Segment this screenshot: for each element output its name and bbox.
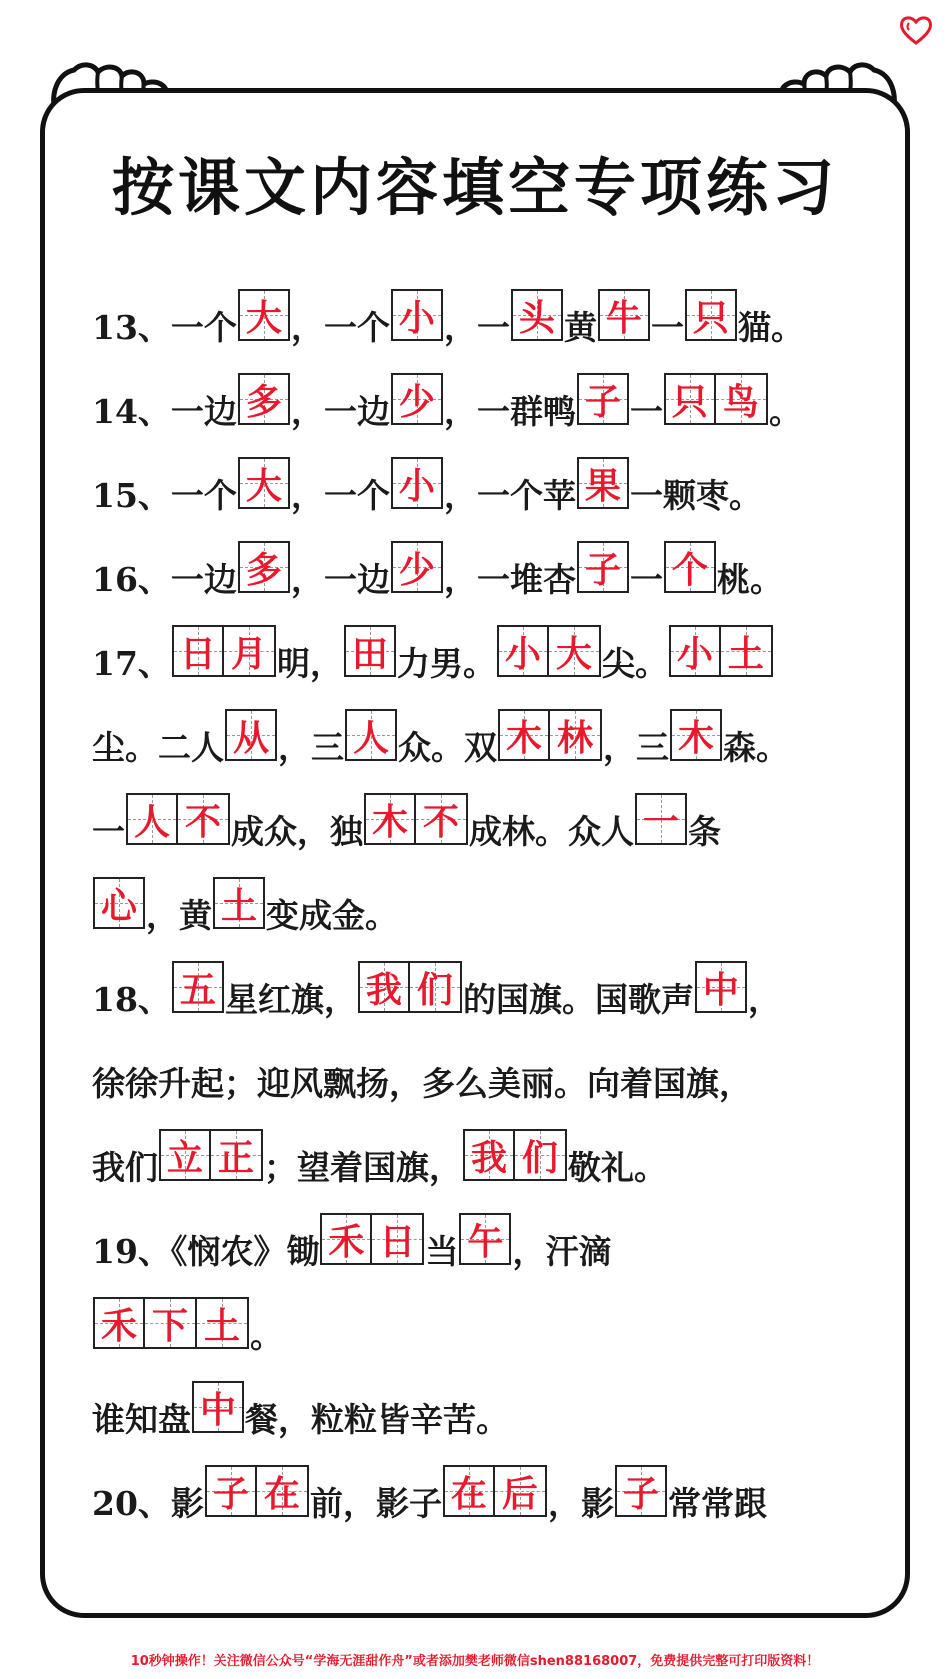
answer-box-group — [213, 877, 265, 929]
line-text: 常常跟 — [667, 1483, 767, 1523]
answer-box-group — [459, 1213, 511, 1265]
answer-char: 们 — [416, 969, 453, 1011]
line-text: ；望着国旗， — [264, 1147, 462, 1187]
line-text: ，一边 — [290, 559, 390, 599]
line-text: ，一群鸭 — [443, 391, 576, 431]
exercise-line — [92, 800, 852, 858]
line-text: 13、一个 — [92, 307, 237, 347]
answer-box[interactable] — [497, 625, 549, 677]
line-text: 我们 — [92, 1147, 158, 1187]
answer-char: 人 — [352, 717, 389, 759]
exercise-line — [92, 1388, 852, 1446]
line-text: 一颗枣。 — [629, 475, 762, 515]
answer-char: 土 — [727, 633, 764, 675]
answer-box[interactable] — [238, 541, 290, 593]
line-text: 一 — [650, 307, 684, 347]
answer-box[interactable] — [372, 1213, 424, 1265]
answer-box-group — [695, 961, 747, 1013]
answer-char: 月 — [230, 633, 267, 675]
answer-char: 大 — [245, 297, 282, 339]
answer-char: 中 — [702, 969, 739, 1011]
line-text: 尖。 — [601, 643, 668, 683]
answer-box[interactable] — [391, 457, 443, 509]
exercise-line — [92, 464, 852, 522]
exercise-line — [92, 296, 852, 354]
answer-box-group — [664, 373, 768, 425]
answer-box-group — [344, 625, 396, 677]
answer-box[interactable] — [93, 1297, 145, 1349]
answer-box[interactable] — [695, 961, 747, 1013]
answer-box[interactable] — [416, 793, 468, 845]
answer-char: 在 — [263, 1473, 300, 1515]
answer-char: 立 — [166, 1137, 203, 1179]
answer-char: 五 — [179, 969, 216, 1011]
line-text: 。 — [768, 391, 802, 431]
answer-char: 木 — [371, 801, 408, 843]
answer-char: 不 — [184, 801, 221, 843]
answer-box-group — [670, 709, 722, 761]
line-text: 成林。众人 — [469, 811, 634, 851]
heart-icon — [898, 14, 934, 46]
answer-char: 土 — [220, 885, 257, 927]
answer-char: 从 — [232, 717, 269, 759]
answer-char: 心 — [100, 885, 137, 927]
answer-box[interactable] — [716, 373, 768, 425]
exercise-line — [92, 1220, 852, 1278]
exercise-content — [92, 296, 852, 1556]
exercise-line — [92, 1052, 852, 1110]
answer-box[interactable] — [364, 793, 416, 845]
line-text: 众。双 — [398, 727, 497, 767]
line-text: ，汗滴 — [512, 1231, 612, 1271]
answer-char: 子 — [584, 549, 621, 591]
answer-box-group — [391, 373, 443, 425]
answer-box[interactable] — [211, 1129, 263, 1181]
answer-char: 小 — [504, 633, 541, 675]
footer-note: 10秒钟操作！关注微信公众号“学海无涯甜作舟”或者添加樊老师微信shen88168007，免费提供完整可打印版资料！ — [130, 1654, 820, 1669]
answer-box-group — [345, 709, 397, 761]
answer-box[interactable] — [550, 709, 602, 761]
line-text: ，一个 — [290, 475, 390, 515]
answer-box-group — [498, 709, 602, 761]
answer-char: 我 — [470, 1137, 507, 1179]
line-text: ，一个 — [290, 307, 390, 347]
line-text: 17、 — [92, 643, 171, 683]
answer-box-group — [205, 1465, 309, 1517]
answer-box-group — [391, 289, 443, 341]
answer-box-group — [443, 1465, 547, 1517]
answer-box[interactable] — [459, 1213, 511, 1265]
answer-char: 日 — [179, 633, 216, 675]
line-text: 成众，独 — [231, 811, 363, 851]
answer-box-group — [238, 289, 290, 341]
line-text: 19、《悯农》锄 — [92, 1231, 320, 1271]
line-text: 15、一个 — [92, 475, 237, 515]
answer-box-group — [635, 793, 687, 845]
answer-box[interactable] — [225, 709, 277, 761]
answer-box[interactable] — [172, 625, 224, 677]
exercise-line — [92, 1136, 852, 1194]
line-text: 一 — [92, 811, 125, 851]
answer-box-group — [615, 1465, 667, 1517]
answer-box-group — [577, 541, 629, 593]
answer-char: 下 — [151, 1305, 188, 1347]
line-text: 14、一边 — [92, 391, 237, 431]
answer-box[interactable] — [126, 793, 178, 845]
line-text: 前，影子 — [309, 1483, 442, 1523]
answer-box[interactable] — [463, 1129, 515, 1181]
answer-box[interactable] — [635, 793, 687, 845]
answer-char: 子 — [622, 1473, 659, 1515]
answer-box[interactable] — [391, 541, 443, 593]
line-text: ，黄 — [146, 895, 212, 935]
answer-box-group — [577, 373, 629, 425]
page-title: 按课文内容填空专项练习 — [111, 151, 838, 224]
answer-box-group — [320, 1213, 424, 1265]
answer-box-group — [391, 541, 443, 593]
answer-box[interactable] — [391, 289, 443, 341]
answer-box[interactable] — [549, 625, 601, 677]
answer-box-group — [511, 289, 563, 341]
line-text: 一 — [629, 391, 663, 431]
line-text: 20、影 — [92, 1483, 204, 1523]
answer-box-group — [358, 961, 462, 1013]
line-text: ，一堆杏 — [443, 559, 576, 599]
answer-char: 正 — [217, 1137, 254, 1179]
answer-box[interactable] — [685, 289, 737, 341]
line-text: 条 — [688, 811, 721, 851]
answer-char: 大 — [555, 633, 592, 675]
line-text: 一 — [629, 559, 663, 599]
answer-box[interactable] — [511, 289, 563, 341]
answer-char: 果 — [584, 465, 621, 507]
answer-char: 个 — [671, 549, 708, 591]
line-text: 当 — [425, 1231, 459, 1271]
answer-char: 禾 — [100, 1305, 137, 1347]
answer-box[interactable] — [577, 373, 629, 425]
line-text: 16、一边 — [92, 559, 237, 599]
exercise-line — [92, 632, 852, 690]
answer-char: 只 — [692, 297, 729, 339]
line-text: 餐，粒粒皆辛苦。 — [245, 1399, 509, 1439]
exercise-line — [92, 1304, 852, 1362]
line-text: 18、 — [92, 979, 171, 1019]
answer-box-group — [192, 1381, 244, 1433]
answer-box[interactable] — [721, 625, 773, 677]
answer-char: 多 — [245, 549, 282, 591]
answer-box[interactable] — [598, 289, 650, 341]
answer-box-group — [93, 877, 145, 929]
answer-box[interactable] — [344, 625, 396, 677]
answer-box[interactable] — [515, 1129, 567, 1181]
answer-box-group — [598, 289, 650, 341]
line-text: 尘。二人 — [92, 727, 224, 767]
answer-box[interactable] — [577, 541, 629, 593]
line-text: 力男。 — [396, 643, 496, 683]
answer-char: 少 — [398, 381, 435, 423]
answer-box[interactable] — [320, 1213, 372, 1265]
line-text: 敬礼。 — [568, 1147, 667, 1187]
answer-char: 只 — [671, 381, 708, 423]
line-text: 徐徐升起；迎风飘扬，多么美丽。向着国旗， — [92, 1063, 752, 1103]
answer-char: 中 — [199, 1389, 236, 1431]
answer-char: 日 — [379, 1221, 416, 1263]
line-text: ，影 — [547, 1483, 614, 1523]
exercise-line — [92, 1472, 852, 1530]
answer-char: 子 — [584, 381, 621, 423]
line-text: 的国旗。国歌声 — [462, 979, 694, 1019]
line-text: 黄 — [563, 307, 597, 347]
answer-box[interactable] — [224, 625, 276, 677]
answer-box-group — [685, 289, 737, 341]
answer-box[interactable] — [669, 625, 721, 677]
answer-char: 大 — [245, 465, 282, 507]
line-text: 森。 — [723, 727, 789, 767]
answer-char: 在 — [450, 1473, 487, 1515]
answer-char: 小 — [398, 465, 435, 507]
answer-box-group — [159, 1129, 263, 1181]
answer-char: 木 — [505, 717, 542, 759]
answer-box-group — [463, 1129, 567, 1181]
answer-box-group — [93, 1297, 249, 1349]
answer-char: 小 — [398, 297, 435, 339]
answer-box[interactable] — [498, 709, 550, 761]
answer-char: 多 — [245, 381, 282, 423]
line-text: ，三 — [278, 727, 344, 767]
exercise-line — [92, 380, 852, 438]
exercise-line — [92, 716, 852, 774]
answer-box-group — [238, 373, 290, 425]
answer-box-group — [238, 541, 290, 593]
answer-box[interactable] — [495, 1465, 547, 1517]
exercise-line — [92, 548, 852, 606]
answer-box[interactable] — [664, 541, 716, 593]
answer-char: 头 — [518, 297, 555, 339]
answer-box[interactable] — [577, 457, 629, 509]
answer-char: 牛 — [605, 297, 642, 339]
answer-box-group — [497, 625, 601, 677]
answer-box[interactable] — [205, 1465, 257, 1517]
answer-char: 后 — [501, 1473, 538, 1515]
answer-char: 不 — [422, 801, 459, 843]
answer-char: 我 — [365, 969, 402, 1011]
answer-box[interactable] — [345, 709, 397, 761]
answer-box[interactable] — [197, 1297, 249, 1349]
answer-char: 午 — [467, 1221, 504, 1263]
answer-box-group — [225, 709, 277, 761]
answer-box[interactable] — [172, 961, 224, 1013]
line-text: ， — [747, 979, 781, 1019]
answer-char: 木 — [677, 717, 714, 759]
answer-box-group — [669, 625, 773, 677]
answer-char: 禾 — [328, 1221, 365, 1263]
answer-box-group — [391, 457, 443, 509]
answer-box[interactable] — [410, 961, 462, 1013]
answer-char: 们 — [521, 1137, 558, 1179]
answer-box[interactable] — [192, 1381, 244, 1433]
answer-box[interactable] — [213, 877, 265, 929]
answer-box-group — [126, 793, 230, 845]
answer-char: 小 — [676, 633, 713, 675]
answer-box[interactable] — [443, 1465, 495, 1517]
answer-box[interactable] — [257, 1465, 309, 1517]
answer-box[interactable] — [238, 373, 290, 425]
answer-char: 子 — [212, 1473, 249, 1515]
answer-char: 一 — [642, 801, 679, 843]
answer-box[interactable] — [238, 289, 290, 341]
answer-box[interactable] — [670, 709, 722, 761]
line-text: 谁知盘 — [92, 1399, 191, 1439]
answer-box-group — [172, 961, 224, 1013]
answer-box[interactable] — [238, 457, 290, 509]
answer-char: 少 — [398, 549, 435, 591]
answer-char: 鸟 — [722, 381, 759, 423]
answer-char: 林 — [556, 717, 593, 759]
answer-box[interactable] — [159, 1129, 211, 1181]
line-text: 变成金。 — [266, 895, 398, 935]
answer-box-group — [238, 457, 290, 509]
line-text: ，一边 — [290, 391, 390, 431]
line-text: 。 — [250, 1315, 283, 1355]
answer-box[interactable] — [93, 877, 145, 929]
answer-box[interactable] — [358, 961, 410, 1013]
line-text: 桃。 — [716, 559, 783, 599]
answer-char: 土 — [203, 1305, 240, 1347]
line-text: ，一个苹 — [443, 475, 576, 515]
line-text: ，三 — [603, 727, 669, 767]
line-text: 猫。 — [737, 307, 804, 347]
exercise-line — [92, 884, 852, 942]
answer-char: 田 — [351, 633, 388, 675]
line-text: 星红旗， — [224, 979, 357, 1019]
answer-box-group — [577, 457, 629, 509]
answer-box[interactable] — [145, 1297, 197, 1349]
answer-box[interactable] — [391, 373, 443, 425]
exercise-line — [92, 968, 852, 1026]
answer-char: 人 — [133, 801, 170, 843]
answer-box-group — [364, 793, 468, 845]
answer-box[interactable] — [615, 1465, 667, 1517]
line-text: 明， — [276, 643, 343, 683]
answer-box-group — [172, 625, 276, 677]
line-text: ，一 — [443, 307, 510, 347]
answer-box[interactable] — [664, 373, 716, 425]
answer-box-group — [664, 541, 716, 593]
answer-box[interactable] — [178, 793, 230, 845]
